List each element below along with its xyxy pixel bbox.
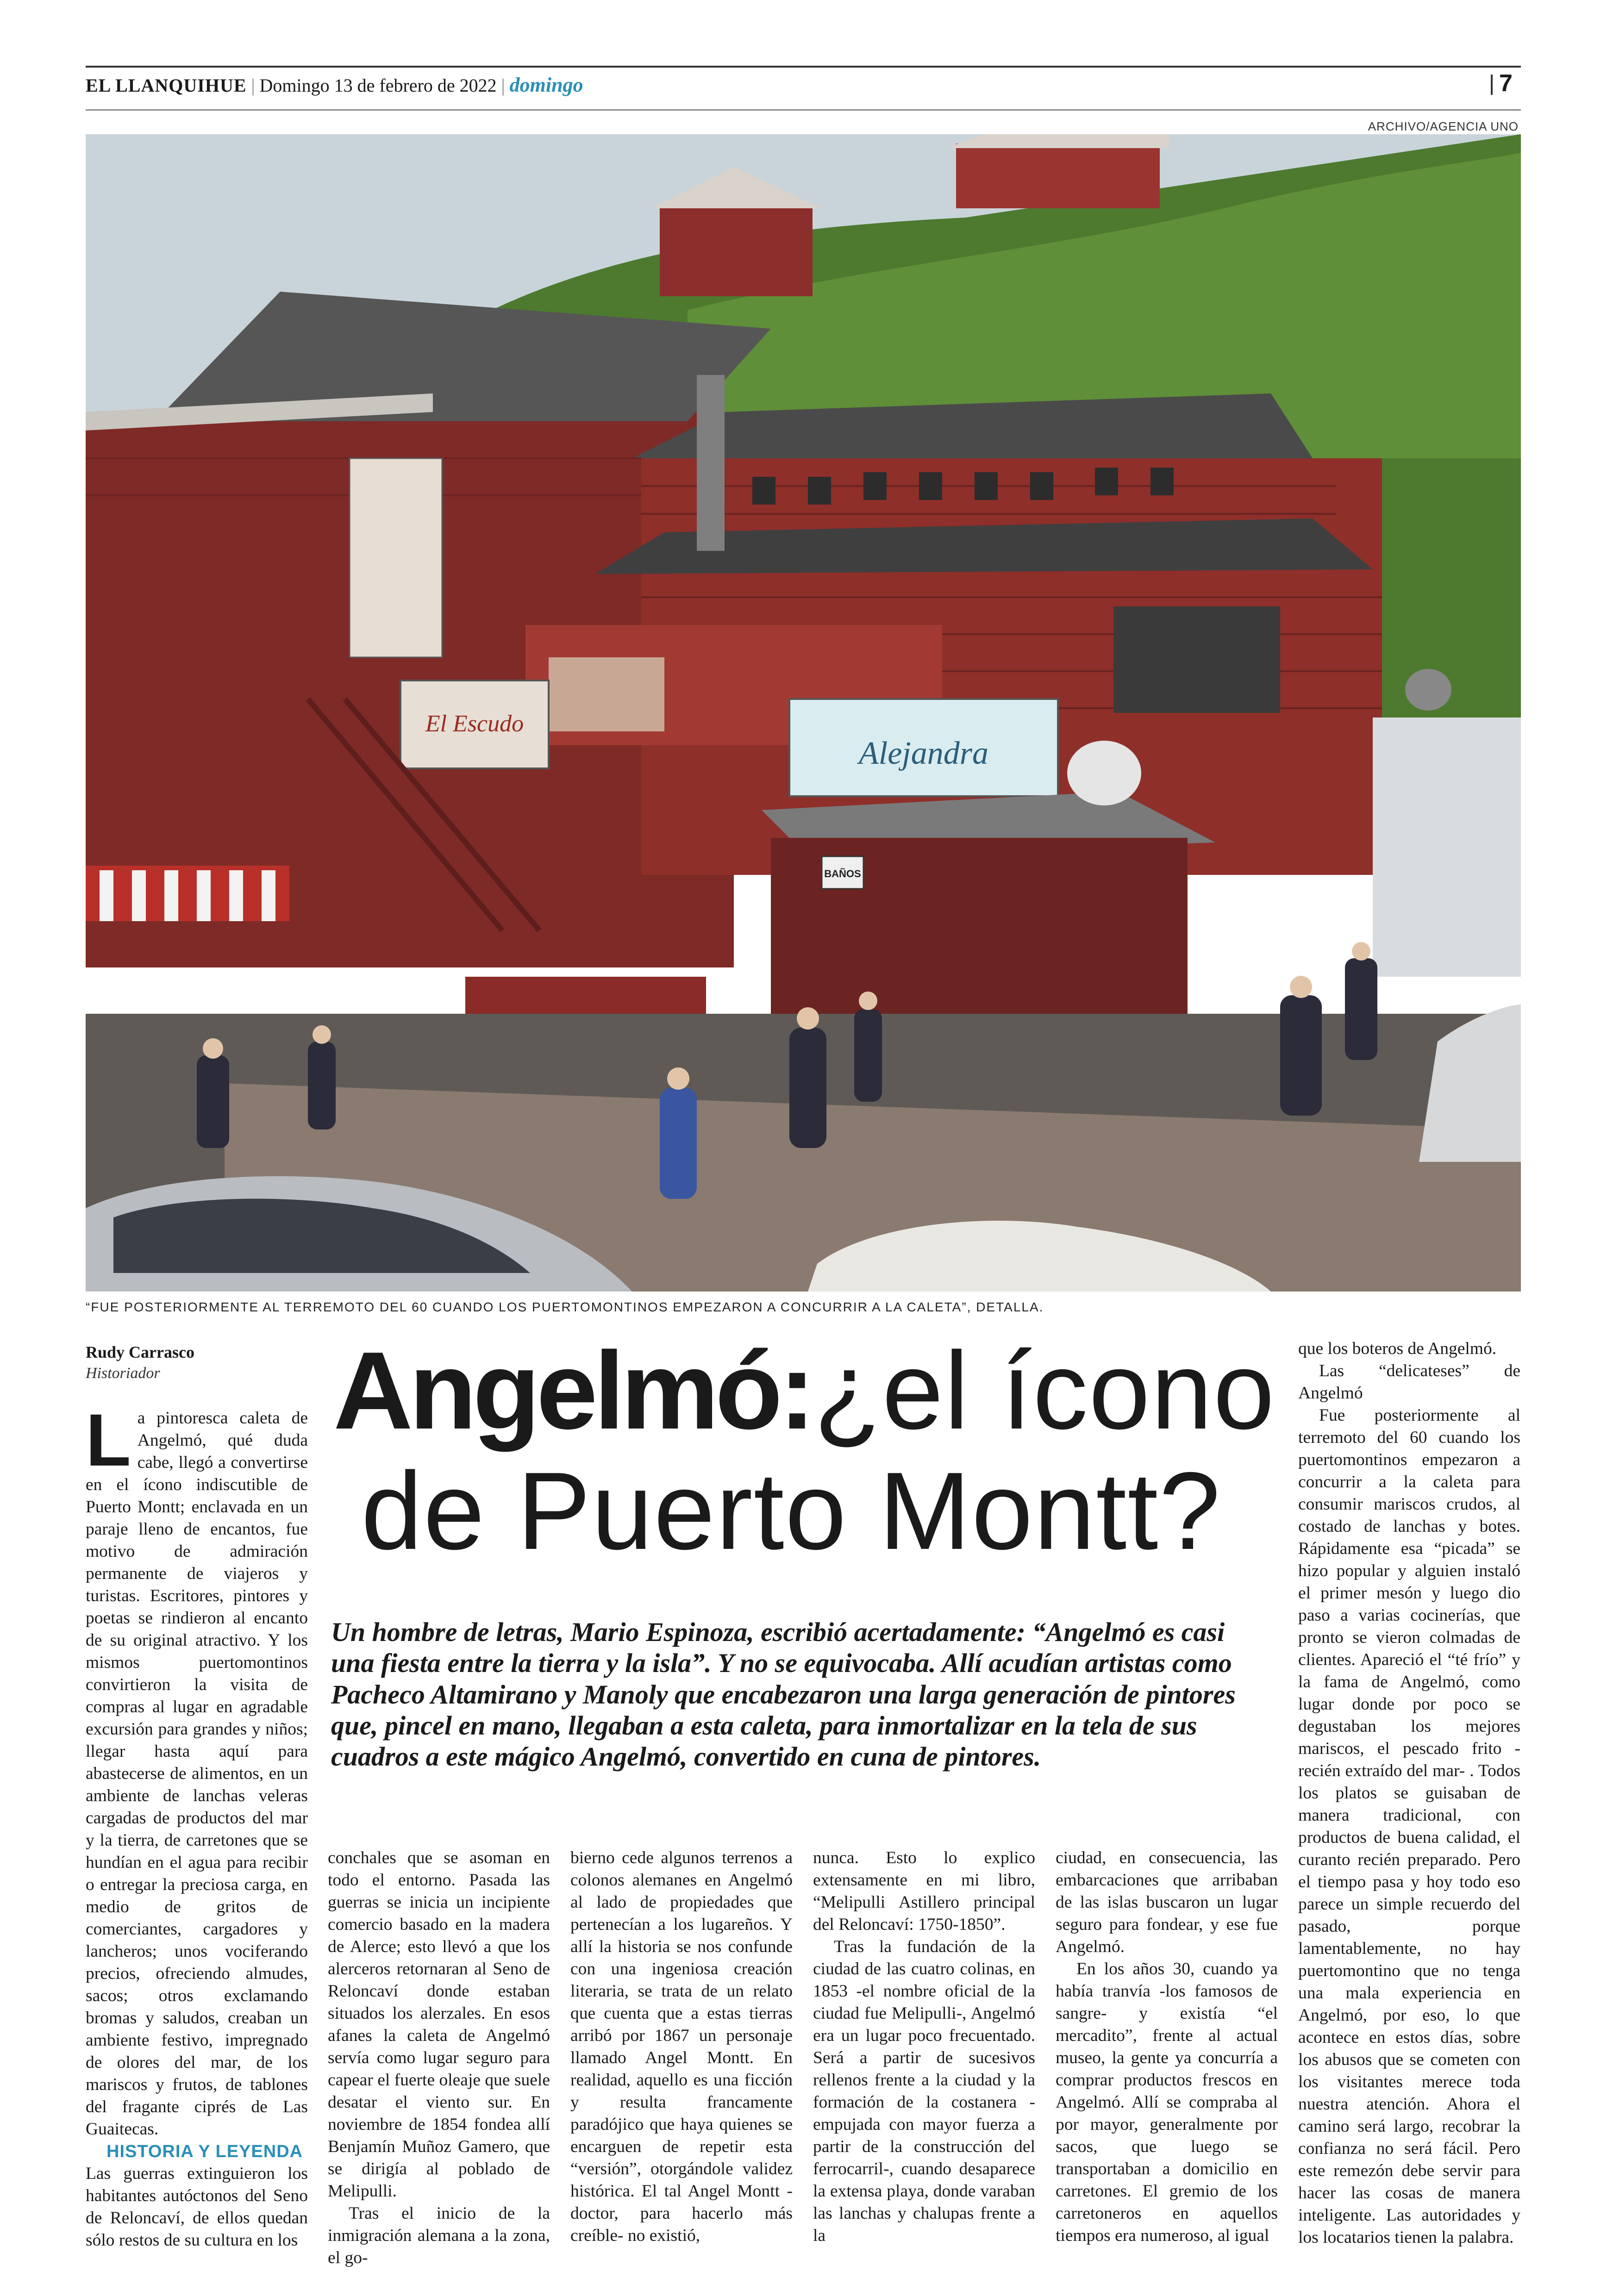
column2-paragraph-1: conchales que se asoman en todo el entorno. Pasada las guerras se inicia un incipiente comercio basado en la madera de Alerce; esto llevó a que los alerceros retornaran al Seno de Reloncaví donde estaban situados los alerzales. En esos afanes la caleta de Angelmó servía como lugar seguro para capear el fuerte oleaje que suele desatar el viento sur. En noviembre de 1854 fondea allí Benjamín Muñoz Gamero, que se dirigía al poblado de Melipulli. (328, 1848, 550, 2201)
headline-light-1: ¿el ícono (813, 1329, 1276, 1452)
hill-house-right (947, 134, 1169, 208)
column4-paragraph-2: Tras la fundación de la ciudad de las cuatro colinas, en 1853 -el nombre oficial de la ciudad fue Melipulli-, Angelmó era un lugar poco frecuentado. Será a partir de sucesivos rellenos frente a la ciudad y la formación de la costanera -empujada con mayor fuerza a partir de la construcción del ferrocarril-, cuando desaparece la extensa playa, donde varaban las lanchas y chalupas frente a la (813, 1937, 1035, 2245)
article-column-1 (86, 1398, 308, 2252)
author-role: Historiador (86, 1365, 160, 1382)
column2-paragraph-2: Tras el inicio de la inmigración alemana a la zona, el go- (328, 2204, 550, 2267)
page-number: 7 (1491, 69, 1513, 97)
lead-paragraph: Un hombre de letras, Mario Espinoza, escribió acertadamente: “Angelmó es casi una fiesta entre la tierra y la isla”. Y no se equivocaba. Allí acudían artistas como Pacheco Altamirano y Manoly que encabezaron una larga generación de pintores que, pincel en mano, llegaban a esta caleta, para inmortalizar en la tela de sus cuadros a este mágico Angelmó, convertido en cuna de pintores. (331, 1617, 1236, 1772)
masthead: EL LLANQUIHUE | Domingo 13 de febrero de 2022 | domingo (86, 74, 583, 96)
headline (333, 1329, 1306, 1572)
column3-paragraph-1: bierno cede algunos terrenos a colonos alemanes en Angelmó al lado de propiedades que pertenecían a los lugareños. Y allí la historia se nos confunde con una ingeniosa creación literaria, se trata de un relato que cuenta que a estas tierras arribó por 1867 un personaje llamado Angel Montt. En realidad, aquello es una ficción y resulta francamente paradójico que haya quienes se encarguen de repetir esta “versión”, otorgándole validez histórica. El tal Angel Montt -doctor, para hacerlo más creíble- no existió, (570, 1848, 793, 2245)
column1-paragraph-1: La pintoresca caleta de Angelmó, qué duda cabe, llegó a convertirse en el ícono indiscutible de Puerto Montt; enclavada en un paraje lleno de encantos, fue motivo de admiración permanente de viajeros y turistas. Escritores, pintores y poetas se rindieron al encanto de su original atractivo. Y los mismos puertomontinos convirtieron la visita de compras al lugar en agradable excursión para grandes y niños; llegar hasta aquí para abastecerse de alimentos, en un ambiente de lanchas veleras cargadas de productos del mar y la tierra, de carretones que se hundían en el agua para recibir o entregar la preciosa carga, en medio de gritos de comerciantes, cargadores y lancheros; unos vociferando precios, ofreciendo almudes, sacos; otros exclamando bromas y saludos, creaban un ambiente festivo, impregnado de olores del mar, de los mariscos y frutos, de tablones del fragante ciprés de Las Guaitecas. (86, 1398, 308, 2139)
main-photo (86, 134, 1521, 1292)
newspaper-name: EL LLANQUIHUE (86, 75, 247, 96)
column6-paragraph-3: Fue posteriormente al terremoto del 60 cuando los puertomontinos empezaron a concurrir a la caleta para consumir mariscos crudos, al costado de lanchas y botes. Rápidamente esa “picada” se hizo popular y alguien instaló el primer mesón y luego dio paso a varias cocinerías, que pronto se vieron colmadas de clientes. Apareció el “té frío” y la fama de Angelmó, como lugar donde por poco se degustaban los mejores mariscos, el pescado frito -recién extraído del mar- . Todos los platos se guisaban de manera tradicional, con productos de buena calidad, el curanto recién preparado. Pero el tiempo pasa y hoy todo eso parece un simple recuerdo del pasado, porque lamentablemente, no hay puertomontino que no tenga una mala experiencia en Angelmó, por eso, lo que acontece en estos días, sobre los abusos que se cometen con los visitantes merece toda nuestra atención. Ahora el camino será largo, recobrar la confianza no será fácil. Pero este remezón debe servir para hacer las cosas de manera inteligente. Las autoridades y los locatarios tienen la palabra. (1298, 1406, 1520, 2247)
svg-text:BAÑOS: BAÑOS (824, 868, 861, 880)
article-column-3 (570, 1847, 793, 2247)
article-column-5 (1056, 1847, 1278, 2247)
photo-caption: “FUE POSTERIORMENTE AL TERREMOTO DEL 60 CUANDO LOS PUERTOMONTINOS EMPEZARON A CONCURRIR A LA CALETA”, DETALLA. (86, 1300, 1044, 1314)
subheading-historia: HISTORIA Y LEYENDA (106, 2142, 303, 2161)
photo-credit: ARCHIVO/AGENCIA UNO (1368, 119, 1519, 133)
column6-paragraph-1: que los boteros de Angelmó. (1298, 1339, 1497, 1358)
svg-text:Alejandra: Alejandra (859, 736, 988, 771)
header-rule-top (86, 66, 1521, 68)
column4-paragraph-1: nunca. Esto lo explico extensamente en mi libro, “Melipulli Astillero principal del Reloncaví: 1750-1850”. (813, 1848, 1035, 1934)
column5-paragraph-1: ciudad, en consecuencia, las embarcaciones que arribaban de las islas buscaron un lugar seguro para fondear, y ese fue Angelmó. (1056, 1848, 1278, 1956)
column1-paragraph-2: Las guerras extinguieron los habitantes autóctonos del Seno de Reloncaví, de ellos quedan sólo restos de su cultura en los (86, 2164, 308, 2250)
header-rule-bottom (86, 109, 1521, 111)
article-column-4 (813, 1847, 1035, 2247)
column6-paragraph-2: Las “delicateses” de Angelmó (1298, 1361, 1520, 1403)
svg-text:El Escudo: El Escudo (425, 711, 524, 737)
restaurant-sign-left (400, 680, 549, 768)
column5-paragraph-2: En los años 30, cuando ya había tranvía -los famosos de sangre- y existía “el mercadito”, frente al actual museo, la gente ya concurría a comprar productos frescos en Angelmó. Allí se compraba al por mayor, generalmente por sacos, que luego se transportaban a domicilio en carretones. El gremio de los carretoneros en aquellos tiempos era numeroso, al igual (1056, 1959, 1278, 2245)
drop-cap: L (86, 1398, 131, 1481)
issue-date: Domingo 13 de febrero de 2022 (259, 75, 497, 96)
article-column-2 (328, 1847, 550, 2269)
section-name: domingo (509, 74, 583, 96)
restaurant-sign-alejandra (789, 699, 1058, 796)
headline-light-2: de Puerto Montt? (361, 1449, 1221, 1572)
headline-bold: Angelmó: (333, 1329, 812, 1452)
article-column-6 (1298, 1338, 1520, 2249)
restroom-sign (822, 856, 863, 889)
author-name: Rudy Carrasco (86, 1343, 194, 1361)
